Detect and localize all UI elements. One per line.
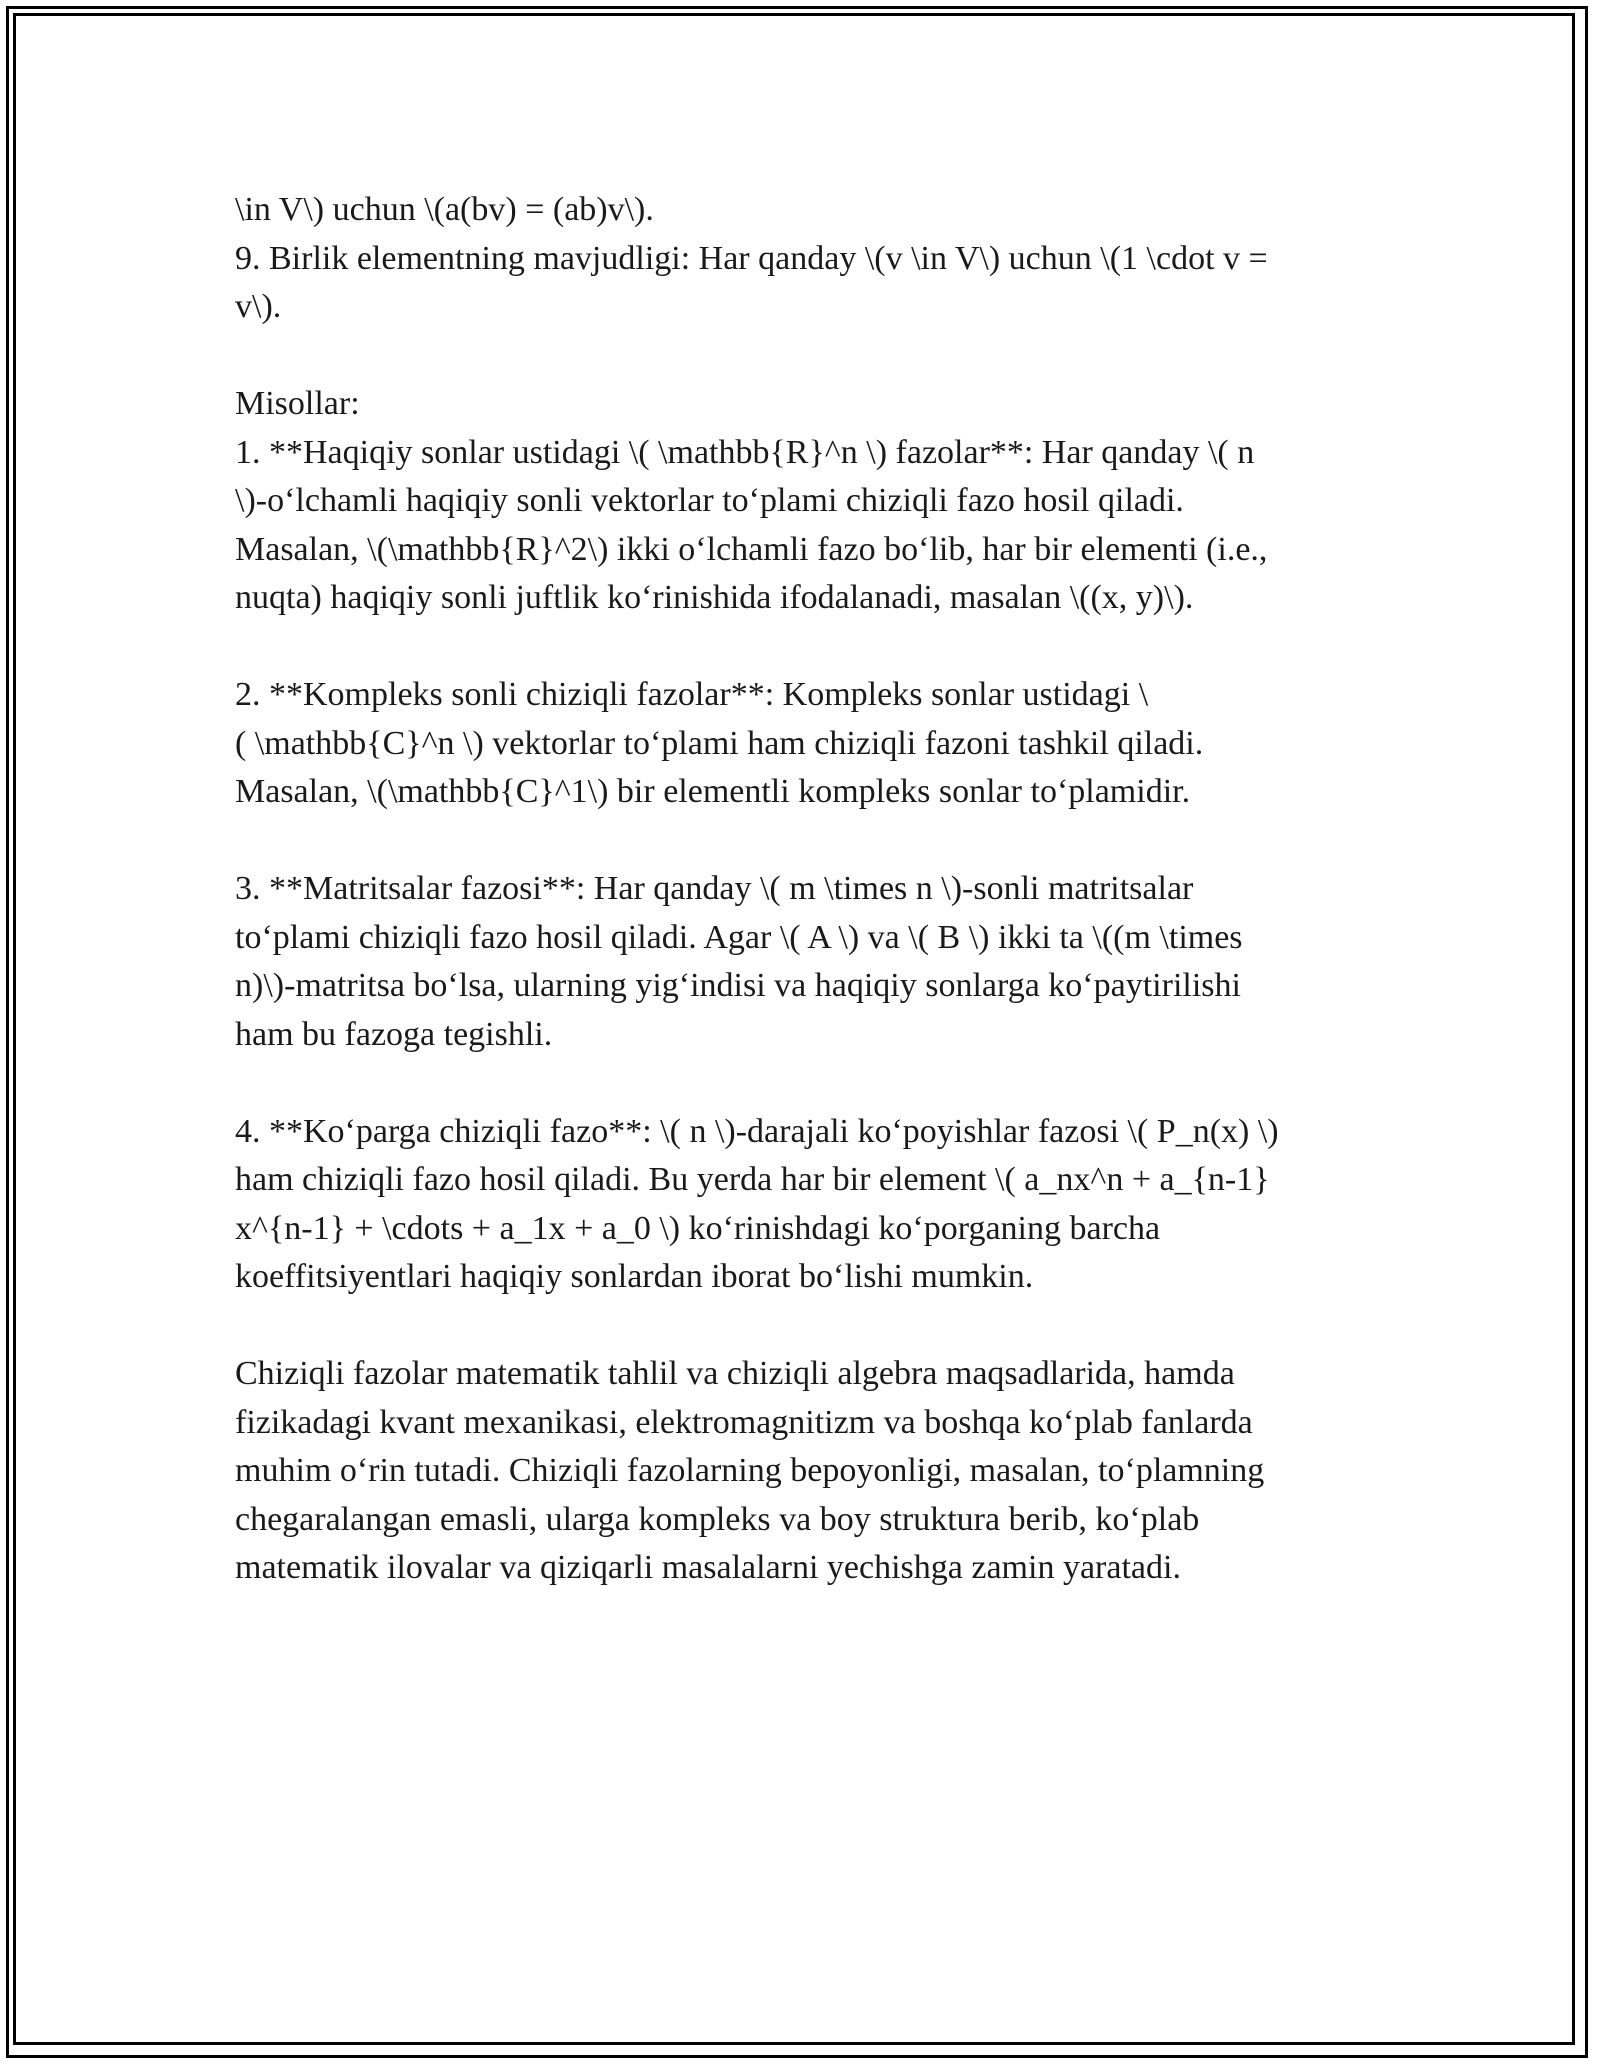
text-line: muhim o‘rin tutadi. Chiziqli fazolarning bepoyonligi, masalan, to‘plamning (235, 1452, 1265, 1489)
text-line: 3. **Matritsalar fazosi**: Har qanday \( m \times n \)-sonli matritsalar (235, 870, 1194, 907)
document-body (235, 186, 1365, 1593)
paragraph-gap (235, 623, 1365, 672)
text-line: ( \mathbb{C}^n \) vektorlar to‘plami ham chiziqli fazoni tashkil qiladi. (235, 724, 1204, 762)
text-line: ham chiziqli fazo hosil qiladi. Bu yerda har bir element \( a_nx^n + a_{n-1} (235, 1161, 1270, 1198)
text-line: v\). (235, 288, 282, 325)
text-line: nuqta) haqiqiy sonli juftlik ko‘rinishida ifodalanadi, masalan \((x, y)\). (235, 579, 1194, 616)
text-line: n)\)-matritsa bo‘lsa, ularning yig‘indisi va haqiqiy sonlarga ko‘paytirilishi (235, 967, 1241, 1004)
text-line: \)-o‘lchamli haqiqiy sonli vektorlar to‘plami chiziqli fazo hosil qiladi. (235, 482, 1184, 519)
text-line: 1. **Haqiqiy sonlar ustidagi \( \mathbb{R}^n \) fazolar**: Har qanday \( n (235, 433, 1255, 471)
text-line: koeffitsiyentlari haqiqiy sonlardan iborat bo‘lishi mumkin. (235, 1258, 1034, 1295)
paragraph-gap (235, 1302, 1365, 1351)
text-line: \in V\) uchun \(a(bv) = (ab)v\). (235, 191, 654, 228)
text-line: matematik ilovalar va qiziqarli masalalarni yechishga zamin yaratadi. (235, 1549, 1181, 1586)
text-line: 2. **Kompleks sonli chiziqli fazolar**: Kompleks sonlar ustidagi \ (235, 676, 1149, 713)
paragraph-gap (235, 1059, 1365, 1108)
text-line: ham bu fazoga tegishli. (235, 1015, 553, 1053)
text-line: Masalan, \(\mathbb{R}^2\) ikki o‘lchamli fazo bo‘lib, har bir elementi (i.e., (235, 530, 1268, 568)
paragraph-gap (235, 332, 1365, 381)
text-line: Masalan, \(\mathbb{C}^1\) bir elementli kompleks sonlar to‘plamidir. (235, 773, 1191, 810)
text-line: Chiziqli fazolar matematik tahlil va chiziqli algebra maqsadlarida, hamda (235, 1355, 1235, 1392)
paragraph-gap (235, 817, 1365, 866)
text-line: 9. Birlik elementning mavjudligi: Har qanday \(v \in V\) uchun \(1 \cdot v = (235, 239, 1268, 277)
text-line: chegaralangan emasli, ularga kompleks va boy struktura berib, ko‘plab (235, 1500, 1200, 1538)
text-line: 4. **Ko‘parga chiziqli fazo**: \( n \)-darajali ko‘poyishlar fazosi \( P_n(x) \) (235, 1112, 1279, 1150)
text-line: to‘plami chiziqli fazo hosil qiladi. Agar \( A \) va \( B \) ikki ta \((m \times (235, 918, 1243, 956)
section-heading: Misollar: (235, 385, 360, 422)
text-line: fizikadagi kvant mexanikasi, elektromagnitizm va boshqa ko‘plab fanlarda (235, 1403, 1253, 1441)
text-line: x^{n-1} + \cdots + a_1x + a_0 \) ko‘rinishdagi ko‘porganing barcha (235, 1209, 1161, 1247)
